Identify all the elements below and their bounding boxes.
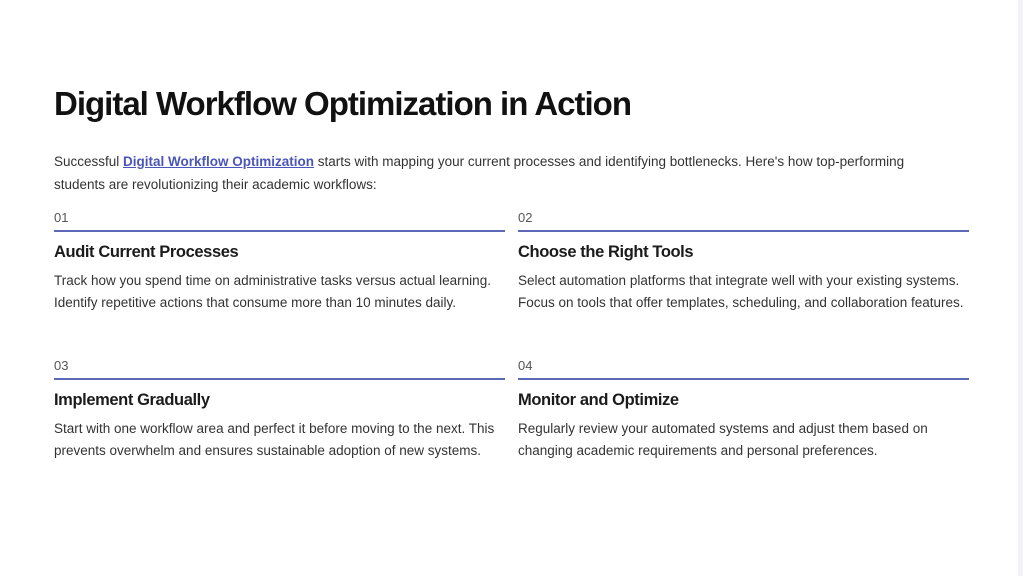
- step-card-4: [518, 358, 969, 462]
- step-number: 03: [54, 358, 69, 373]
- step-title: Choose the Right Tools: [518, 243, 694, 261]
- step-divider: [518, 378, 969, 380]
- step-description: Regularly review your automated systems and adjust them based on changing academic requirements and personal preferences.: [518, 421, 928, 458]
- step-number: 01: [54, 210, 69, 225]
- step-title: Implement Gradually: [54, 391, 210, 409]
- intro-prefix: Successful: [54, 154, 124, 169]
- intro-suffix: starts with mapping your current processes and identifying bottlenecks. Here's how top-performing students are revolutionizing their academic workflows:: [54, 154, 905, 192]
- step-divider: [54, 378, 505, 380]
- step-number: 02: [518, 210, 533, 225]
- step-number: 04: [518, 358, 533, 373]
- slide: [54, 0, 969, 576]
- step-description: Start with one workflow area and perfect it before moving to the next. This prevents overwhelm and ensures sustainable adoption of new systems.: [54, 421, 495, 458]
- step-card-1: [54, 210, 505, 314]
- slide-edge: [1018, 0, 1023, 576]
- step-description: Track how you spend time on administrative tasks versus actual learning. Identify repetitive actions that consume more than 10 minutes daily.: [54, 273, 491, 310]
- step-title: Audit Current Processes: [54, 243, 239, 261]
- step-title: Monitor and Optimize: [518, 391, 679, 409]
- step-description: Select automation platforms that integrate well with your existing systems. Focus on tools that offer templates, scheduling, and collaboration features.: [518, 273, 964, 310]
- step-card-3: [54, 358, 505, 462]
- intro-paragraph: [54, 151, 954, 196]
- step-card-2: [518, 210, 969, 314]
- step-divider: [54, 230, 505, 232]
- workflow-optimization-link[interactable]: Digital Workflow Optimization: [123, 154, 315, 169]
- page-title: Digital Workflow Optimization in Action: [54, 85, 631, 122]
- step-divider: [518, 230, 969, 232]
